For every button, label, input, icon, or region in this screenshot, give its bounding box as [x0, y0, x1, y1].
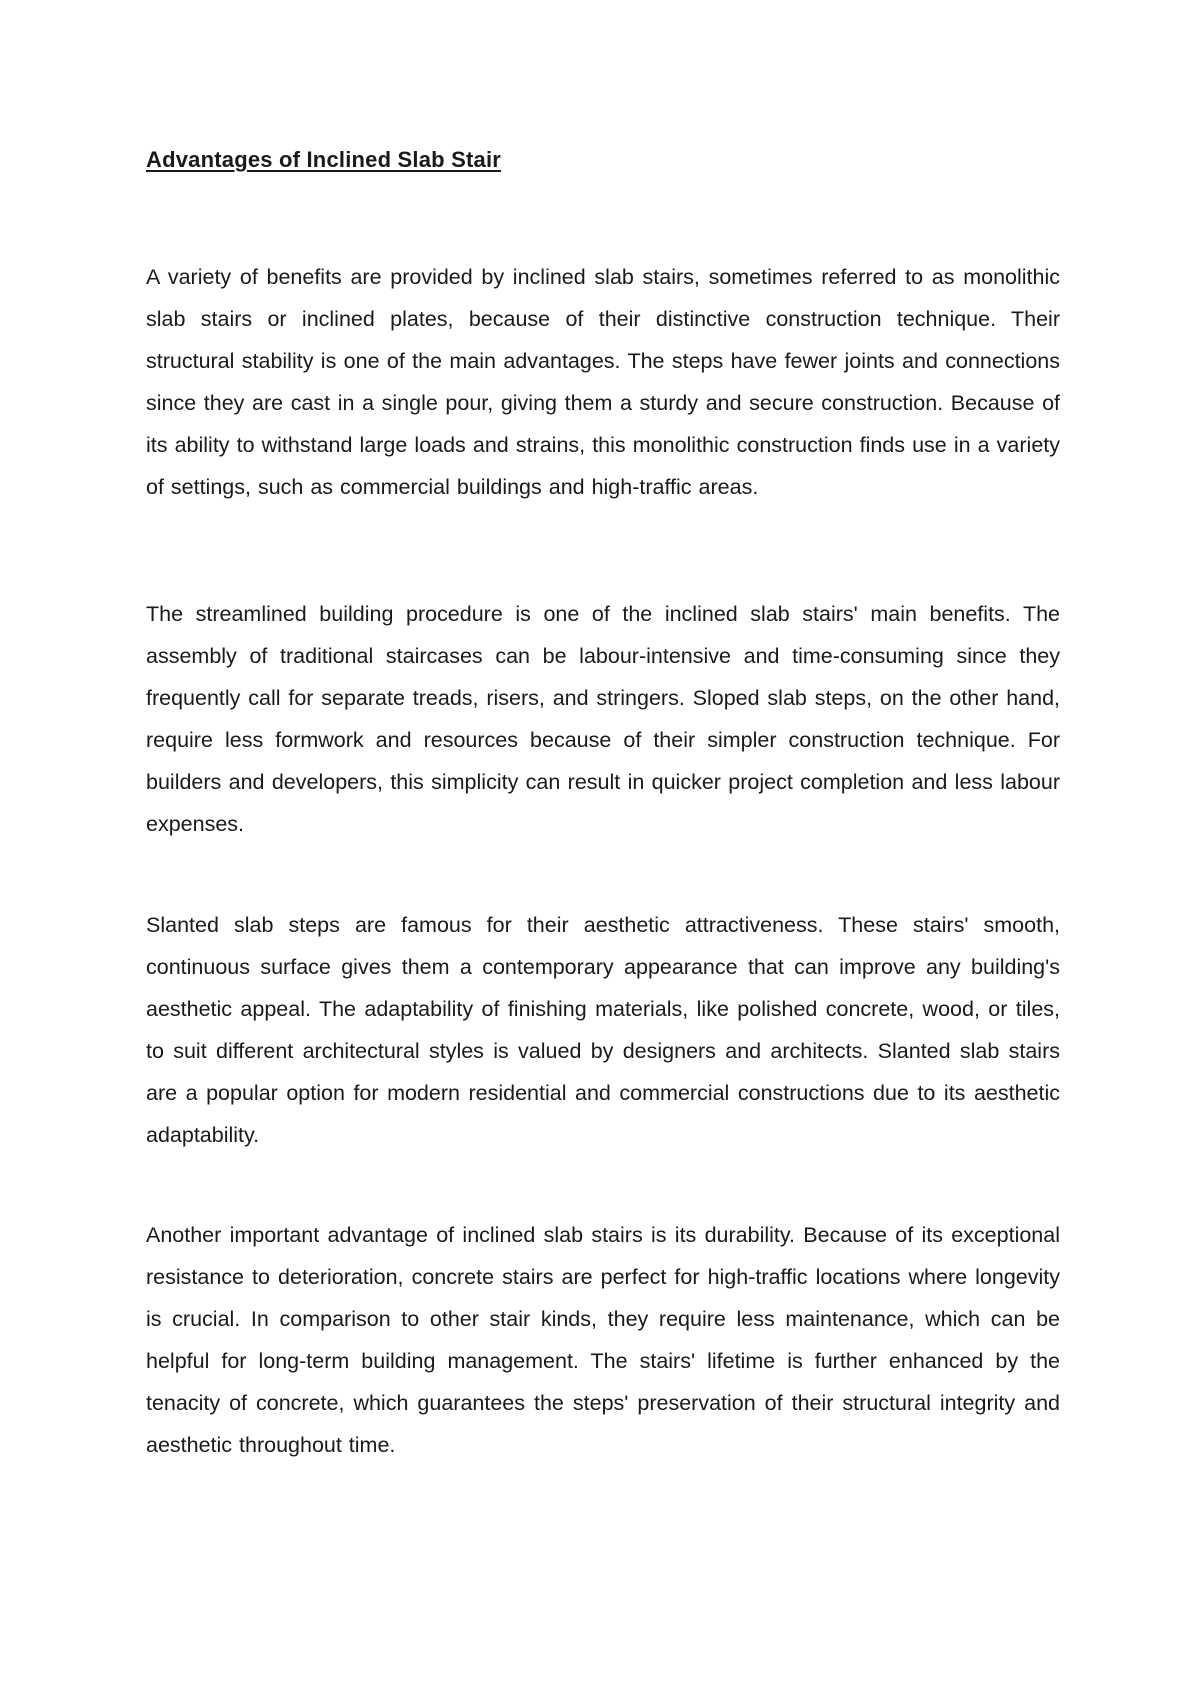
document-title: Advantages of Inclined Slab Stair: [146, 147, 502, 172]
paragraph-structural-stability: A variety of benefits are provided by inclined slab stairs, sometimes referred to as monolithic slab stairs or inclined plates, because of their distinctive construction technique. Their structural stability is one of the main advantages. The steps have fewer joints and connections since they are cast in a single pour, giving them a sturdy and secure construction. Because of its ability to withstand large loads and strains, this monolithic construction finds use in a variety of settings, such as commercial buildings and high-traffic areas.: [146, 265, 1060, 499]
paragraph-aesthetic-appeal: Slanted slab steps are famous for their aesthetic attractiveness. These stairs' smooth, continuous surface gives them a contemporary appearance that can improve any building's aesthetic appeal. The adaptability of finishing materials, like polished concrete, wood, or tiles, to suit different architectural styles is valued by designers and architects. Slanted slab stairs are a popular option for modern residential and commercial constructions due to its aesthetic adaptability.: [146, 913, 1060, 1147]
paragraph-building-procedure: The streamlined building procedure is one of the inclined slab stairs' main benefits. The assembly of traditional staircases can be labour-intensive and time-consuming since they frequently call for separate treads, risers, and stringers. Sloped slab steps, on the other hand, require less formwork and resources because of their simpler construction technique. For builders and developers, this simplicity can result in quicker project completion and less labour expenses.: [146, 602, 1060, 836]
paragraph-durability: Another important advantage of inclined slab stairs is its durability. Because of its exceptional resistance to deterioration, concrete stairs are perfect for high-traffic locations where longevity is crucial. In comparison to other stair kinds, they require less maintenance, which can be helpful for long-term building management. The stairs' lifetime is further enhanced by the tenacity of concrete, which guarantees the steps' preservation of their structural integrity and aesthetic throughout time.: [146, 1223, 1060, 1457]
